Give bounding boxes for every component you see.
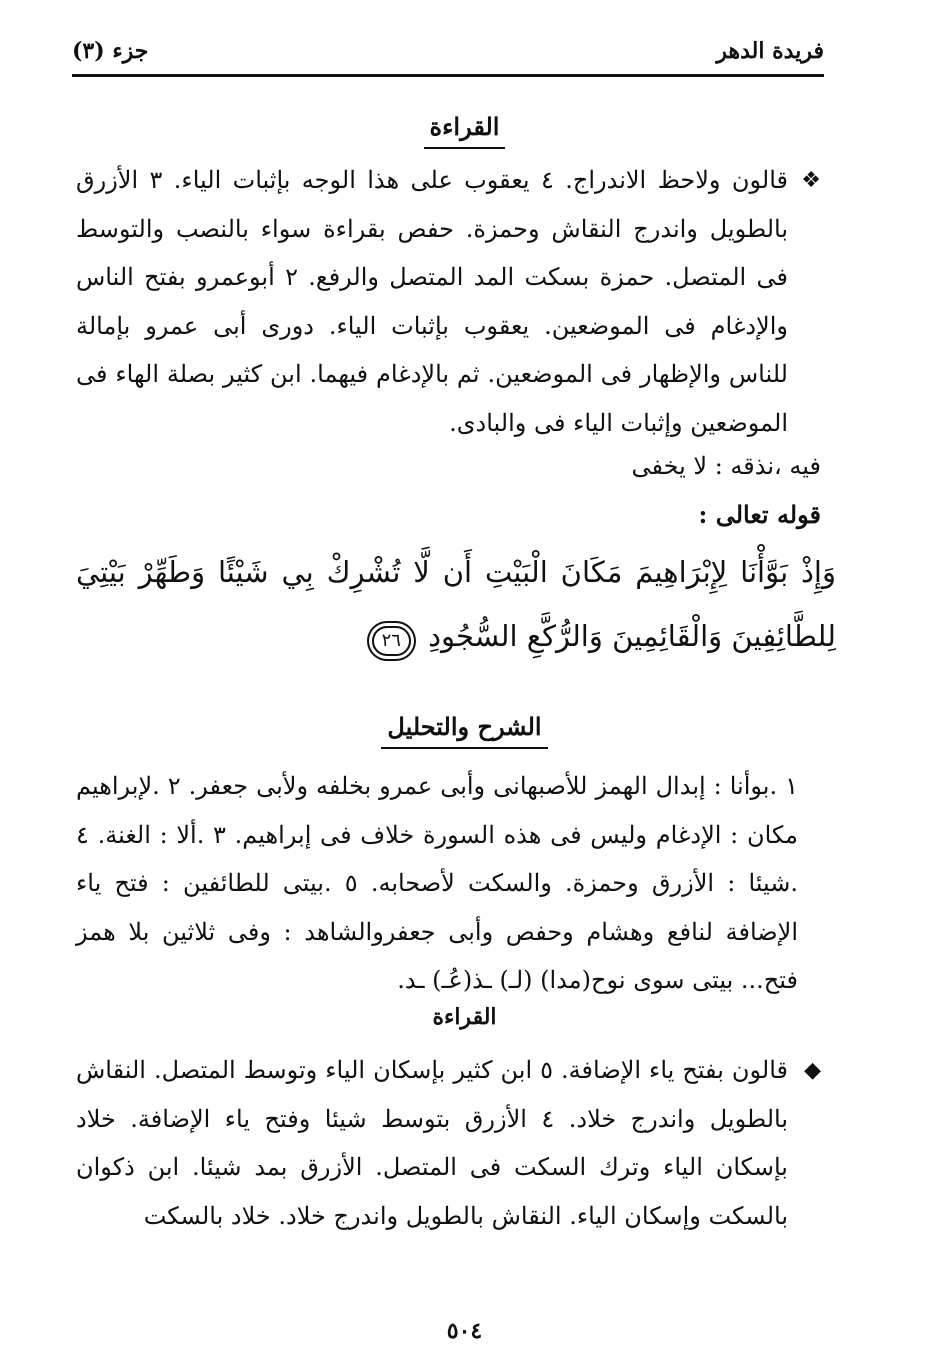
reading-paragraph-2: قالون بفتح ياء الإضافة. ٥ ابن كثير بإسكان الياء وتوسط المتصل. النقاش بالطويل واندرج خلاد. ٤ الأزرق بتوسط شيئا وفتح ياء الإضافة. خلاد بإسكان الياء وترك السكت فى المتصل. الأزرق بمد شيئا. ابن ذكوان بالسكت وإسكان الياء. النقاش بالطويل واندرج خلاد. خلاد بالسكت: [76, 1056, 789, 1230]
verse-intro: قوله تعالى :: [698, 500, 821, 529]
heading-text: الشرح والتحليل: [381, 712, 547, 749]
section-heading-explanation: [0, 712, 929, 749]
section-heading-reading: [0, 112, 929, 149]
ayah-number-badge: ٢٦: [372, 626, 411, 656]
page-header: [72, 34, 824, 77]
heading-text: القراءة: [424, 112, 506, 149]
note-text: فيه ،نذقه : لا يخفى: [631, 452, 821, 480]
section-heading-reading-2: [0, 1004, 929, 1036]
explanation-paragraph: ١ .بوأنا : إبدال الهمز للأصبهانى وأبى عمرو بخلفه ولأبى جعفر. ٢ .لإبراهيم مكان : الإدغام وليس فى هذه السورة خلاف فى إبراهيم. ٣ .ألا : الغنة. ٤ .شيئا : الأزرق وحمزة. والسكت لأصحابه. ٥ .بيتى للطائفين : فتح ياء الإضافة لنافع وهشام وحفص وأبى جعفروالشاهد : وفى ثلاثين بلا همز فتح... بيتى سوى نوح(مدا) (لـ) ـذ(عُـ) ـد.: [76, 772, 799, 994]
part-number: جزء (٣): [72, 38, 149, 64]
verse-text: وَإِذْ بَوَّأْنَا لِإِبْرَاهِيمَ مَكَانَ الْبَيْتِ أَن لَّا تُشْرِكْ بِي شَيْئًا وَطَهِّرْ بَيْتِيَ لِلطَّائِفِينَ وَالْقَائِمِينَ وَالرُّكَّعِ السُّجُودِ: [76, 555, 836, 653]
bullet-icon: ◆: [804, 1058, 821, 1083]
bullet-icon: ❖: [801, 168, 821, 193]
reading-paragraph: قالون ولاحظ الاندراج. ٤ يعقوب على هذا الوجه بإثبات الياء. ٣ الأزرق بالطويل واندرج النقاش وحمزة. حفص بقراءة سواء بالنصب والتوسط فى المتصل. حمزة بسكت المد المتصل والرفع. ٢ أبوعمرو بفتح الناس والإدغام فى الموضعين. يعقوب بإثبات الياء. دورى أبى عمرو بإمالة للناس والإظهار فى الموضعين. ثم بالإدغام فيهما. ابن كثير بصلة الهاء فى الموضعين وإثبات الياء فى والبادى.: [76, 166, 788, 437]
heading-text: القراءة: [432, 1004, 497, 1030]
page-number: ٥٠٤: [446, 1318, 483, 1344]
book-title: فريدة الدهر: [716, 38, 824, 64]
quran-verse: [76, 540, 836, 668]
